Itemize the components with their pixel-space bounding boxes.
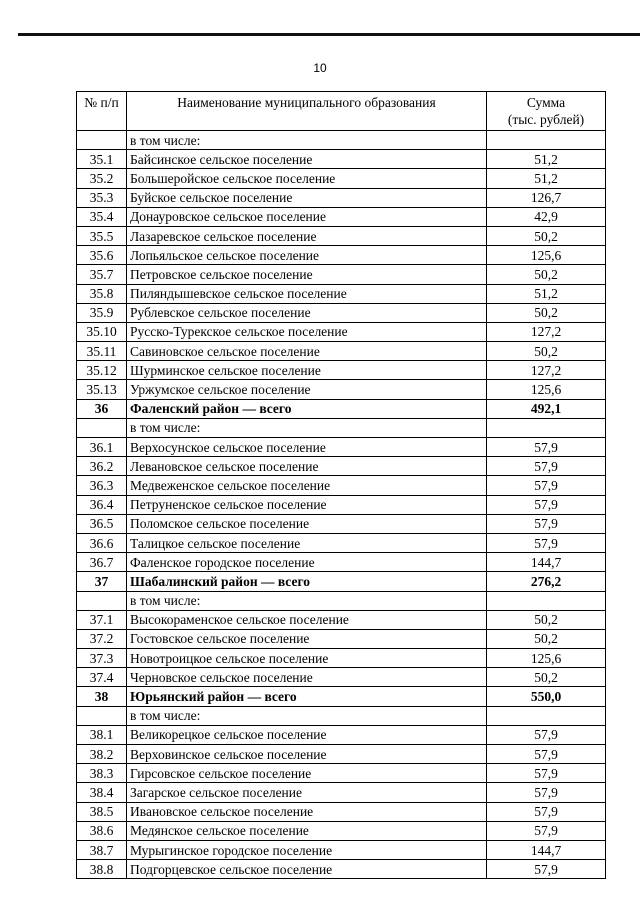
row-number: 38.5	[77, 802, 127, 821]
table-row	[77, 840, 606, 859]
row-sum: 57,9	[487, 783, 606, 802]
table-row-total	[77, 687, 606, 706]
row-name: Левановское сельское поселение	[127, 457, 487, 476]
row-sum: 125,6	[487, 380, 606, 399]
row-number: 36.2	[77, 457, 127, 476]
row-number: 35.4	[77, 207, 127, 226]
row-sum: 550,0	[487, 687, 606, 706]
row-number: 35.6	[77, 246, 127, 265]
table-row	[77, 706, 606, 725]
table-row	[77, 265, 606, 284]
row-name: Петруненское сельское поселение	[127, 495, 487, 514]
row-number: 37	[77, 572, 127, 591]
row-number: 35.7	[77, 265, 127, 284]
table-row	[77, 207, 606, 226]
row-sum: 144,7	[487, 840, 606, 859]
row-number: 35.9	[77, 303, 127, 322]
row-number	[77, 418, 127, 437]
row-number: 38.3	[77, 764, 127, 783]
row-name: Рублевское сельское поселение	[127, 303, 487, 322]
header-name: Наименование муниципального образования	[127, 92, 487, 131]
row-number: 36.4	[77, 495, 127, 514]
row-name: Пиляндышевское сельское поселение	[127, 284, 487, 303]
table-row	[77, 476, 606, 495]
row-number: 35.5	[77, 226, 127, 245]
row-sum: 276,2	[487, 572, 606, 591]
row-sum: 144,7	[487, 553, 606, 572]
top-rule	[18, 33, 640, 36]
table-row	[77, 725, 606, 744]
row-number: 38	[77, 687, 127, 706]
row-number: 36.3	[77, 476, 127, 495]
page-number: 10	[313, 61, 327, 75]
table-row	[77, 131, 606, 150]
row-number: 35.13	[77, 380, 127, 399]
row-number: 37.1	[77, 610, 127, 629]
row-sum: 50,2	[487, 610, 606, 629]
table-row	[77, 418, 606, 437]
table-row	[77, 668, 606, 687]
row-name: Высокораменское сельское поселение	[127, 610, 487, 629]
row-name: Шурминское сельское поселение	[127, 361, 487, 380]
row-number: 38.1	[77, 725, 127, 744]
table-row	[77, 322, 606, 341]
row-sum: 57,9	[487, 764, 606, 783]
table-row	[77, 188, 606, 207]
row-number: 37.2	[77, 629, 127, 648]
row-name: Мурыгинское городское поселение	[127, 840, 487, 859]
row-number	[77, 591, 127, 610]
row-number: 36.7	[77, 553, 127, 572]
row-number: 38.4	[77, 783, 127, 802]
row-number: 36.5	[77, 514, 127, 533]
table-row	[77, 361, 606, 380]
table-row	[77, 591, 606, 610]
table-row	[77, 457, 606, 476]
row-name: Фаленское городское поселение	[127, 553, 487, 572]
row-number: 38.6	[77, 821, 127, 840]
table-row-total	[77, 572, 606, 591]
row-sum: 57,9	[487, 495, 606, 514]
table-row	[77, 246, 606, 265]
allocation-table	[76, 91, 606, 879]
table-row	[77, 745, 606, 764]
row-number: 35.8	[77, 284, 127, 303]
row-sum: 127,2	[487, 322, 606, 341]
row-name: Петровское сельское поселение	[127, 265, 487, 284]
row-sum	[487, 706, 606, 725]
row-sum: 57,9	[487, 457, 606, 476]
table-row	[77, 495, 606, 514]
row-name: Медянское сельское поселение	[127, 821, 487, 840]
row-name: в том числе:	[127, 706, 487, 725]
table-row	[77, 150, 606, 169]
table-row	[77, 553, 606, 572]
row-sum: 50,2	[487, 629, 606, 648]
row-name: Верховинское сельское поселение	[127, 745, 487, 764]
table-row	[77, 342, 606, 361]
row-name: Лопьяльское сельское поселение	[127, 246, 487, 265]
row-sum: 127,2	[487, 361, 606, 380]
table-row	[77, 629, 606, 648]
row-name: Большеройское сельское поселение	[127, 169, 487, 188]
row-name: Черновское сельское поселение	[127, 668, 487, 687]
row-name: Талицкое сельское поселение	[127, 533, 487, 552]
table-row	[77, 764, 606, 783]
header-sum-line1: Сумма	[526, 95, 566, 110]
row-sum	[487, 591, 606, 610]
row-name: Шабалинский район — всего	[127, 572, 487, 591]
row-number	[77, 131, 127, 150]
row-sum: 51,2	[487, 284, 606, 303]
table-row	[77, 610, 606, 629]
table-row	[77, 821, 606, 840]
row-sum: 50,2	[487, 342, 606, 361]
row-sum: 57,9	[487, 802, 606, 821]
row-name: Гирсовское сельское поселение	[127, 764, 487, 783]
row-number: 35.11	[77, 342, 127, 361]
row-sum: 57,9	[487, 745, 606, 764]
row-name: Верхосунское сельское поселение	[127, 438, 487, 457]
row-sum	[487, 131, 606, 150]
row-number: 37.3	[77, 649, 127, 668]
row-name: Юрьянский район — всего	[127, 687, 487, 706]
row-name: Донауровское сельское поселение	[127, 207, 487, 226]
row-sum: 57,9	[487, 860, 606, 879]
row-name: Русско-Турекское сельское поселение	[127, 322, 487, 341]
row-sum: 57,9	[487, 476, 606, 495]
row-number: 38.2	[77, 745, 127, 764]
row-sum: 50,2	[487, 226, 606, 245]
row-number: 35.2	[77, 169, 127, 188]
row-name: Байсинское сельское поселение	[127, 150, 487, 169]
table-row	[77, 860, 606, 879]
row-number: 38.8	[77, 860, 127, 879]
row-number: 35.12	[77, 361, 127, 380]
row-number: 37.4	[77, 668, 127, 687]
row-name: Загарское сельское поселение	[127, 783, 487, 802]
row-sum: 50,2	[487, 668, 606, 687]
table-row	[77, 284, 606, 303]
row-name: Савиновское сельское поселение	[127, 342, 487, 361]
table-row	[77, 303, 606, 322]
row-name: Ивановское сельское поселение	[127, 802, 487, 821]
table-body	[77, 131, 606, 879]
row-name: в том числе:	[127, 418, 487, 437]
row-sum: 57,9	[487, 533, 606, 552]
table-row	[77, 802, 606, 821]
row-number: 35.1	[77, 150, 127, 169]
table-row	[77, 380, 606, 399]
row-sum: 125,6	[487, 246, 606, 265]
table-row	[77, 783, 606, 802]
row-sum: 50,2	[487, 303, 606, 322]
row-sum: 125,6	[487, 649, 606, 668]
row-number	[77, 706, 127, 725]
row-name: Уржумское сельское поселение	[127, 380, 487, 399]
table-row	[77, 533, 606, 552]
row-number: 36.6	[77, 533, 127, 552]
row-name: Поломское сельское поселение	[127, 514, 487, 533]
row-number: 38.7	[77, 840, 127, 859]
row-name: Подгорцевское сельское поселение	[127, 860, 487, 879]
row-name: в том числе:	[127, 131, 487, 150]
table-row	[77, 226, 606, 245]
row-sum: 57,9	[487, 821, 606, 840]
row-sum: 51,2	[487, 169, 606, 188]
row-sum: 126,7	[487, 188, 606, 207]
row-name: Буйское сельское поселение	[127, 188, 487, 207]
row-sum: 57,9	[487, 438, 606, 457]
row-number: 36	[77, 399, 127, 418]
header-sum	[487, 92, 606, 131]
row-name: Медвеженское сельское поселение	[127, 476, 487, 495]
table-header-row	[77, 92, 606, 131]
row-name: Новотроицкое сельское поселение	[127, 649, 487, 668]
row-sum: 50,2	[487, 265, 606, 284]
header-num: № п/п	[77, 92, 127, 131]
table-row	[77, 438, 606, 457]
header-sum-line2: (тыс. рублей)	[507, 112, 585, 127]
row-sum: 57,9	[487, 725, 606, 744]
row-sum	[487, 418, 606, 437]
table-row	[77, 649, 606, 668]
table-row	[77, 169, 606, 188]
row-name: в том числе:	[127, 591, 487, 610]
row-sum: 51,2	[487, 150, 606, 169]
row-sum: 42,9	[487, 207, 606, 226]
row-name: Лазаревское сельское поселение	[127, 226, 487, 245]
row-name: Гостовское сельское поселение	[127, 629, 487, 648]
row-number: 35.10	[77, 322, 127, 341]
row-name: Великорецкое сельское поселение	[127, 725, 487, 744]
row-sum: 57,9	[487, 514, 606, 533]
table-row-total	[77, 399, 606, 418]
table-row	[77, 514, 606, 533]
row-number: 36.1	[77, 438, 127, 457]
row-name: Фаленский район — всего	[127, 399, 487, 418]
row-number: 35.3	[77, 188, 127, 207]
row-sum: 492,1	[487, 399, 606, 418]
